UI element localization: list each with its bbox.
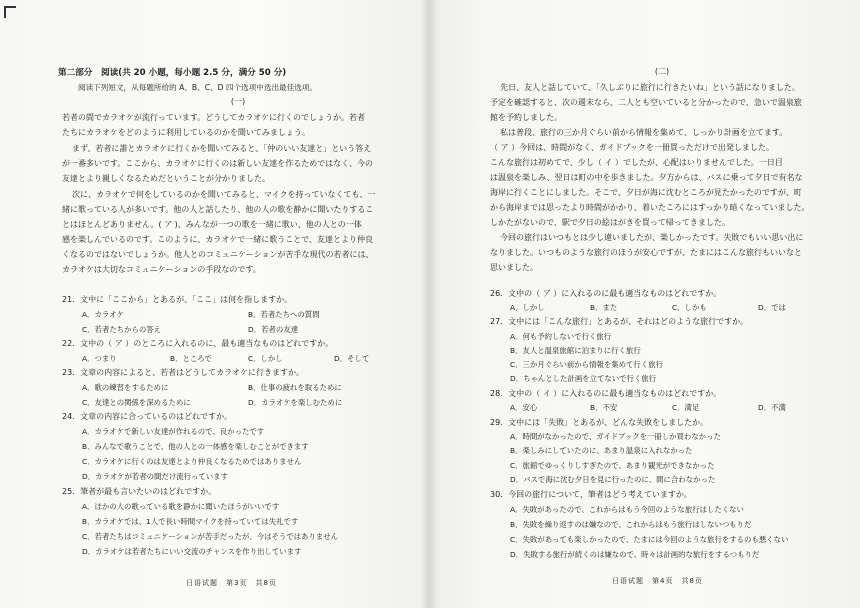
passage-line: カラオケは大切なコミュニケーションの手段なのです。 bbox=[62, 265, 261, 274]
passage-label: (二) bbox=[654, 67, 670, 76]
option-26c: C．しかも bbox=[672, 303, 707, 312]
option-26d: D．では bbox=[758, 303, 786, 312]
passage-line: 友達とより親しくなるためだということが分かりました。 bbox=[62, 174, 270, 183]
section-instruction: 阅读下列短文，从每题所给的 A、B、C、D 四个选项中选出最佳选项。 bbox=[78, 83, 318, 92]
passage-line: 緒に歌っている人が多いです。他の人と話したり、他の人の歌を静かに聞いたりするこ bbox=[62, 205, 374, 214]
passage-line: しかたがないので、駅で夕日の絵はがきを買って帰ってきました。 bbox=[490, 218, 730, 227]
option-22c: C．しかし bbox=[248, 354, 283, 363]
option-27c: C．三か月ぐらい前から情報を集めて行く旅行 bbox=[510, 360, 663, 369]
option-21d: D．若者の友達 bbox=[248, 325, 299, 334]
passage-line: 次に、カラオケで何をしているのかを聞いてみると、マイクを持っていなくても、一 bbox=[72, 190, 376, 199]
passage-line: 予定を確認すると、次の週末なら、二人とも空いていると分かったので、急いで温泉旅 bbox=[490, 98, 802, 107]
passage-line: くなるのではないでしょうか。他人とのコミュニケーションが苦手な現代の若者には、 bbox=[62, 250, 374, 259]
option-29b: B．楽しみにしていたのに、あまり温泉に入れなかった bbox=[510, 446, 693, 455]
option-24c: C．カラオケに行くのは友達とより仲良くなるためではありません bbox=[82, 457, 302, 466]
option-28b: B．不安 bbox=[590, 403, 618, 412]
section-title: 第二部分 阅读(共 20 小题，每小题 2.5 分，满分 50 分) bbox=[58, 68, 287, 78]
question-27: 27．文中には「こんな旅行」とあるが、それはどのような旅行ですか。 bbox=[490, 317, 749, 326]
passage-line: 館を予約しました。 bbox=[490, 113, 562, 122]
option-30d: D．失敗する旅行が続くのは嫌なので、時々は計画的な旅行をするつもりだ bbox=[510, 550, 760, 559]
option-23b: B．仕事の疲れを取るために bbox=[248, 383, 342, 392]
option-30a: A．失敗があったので、これからはもう今回のような旅行はしたくない bbox=[510, 505, 744, 514]
option-22d: D．そして bbox=[334, 354, 370, 363]
passage-label: (一) bbox=[230, 97, 246, 106]
option-24d: D．カラオケが若者の間だけ流行っています bbox=[82, 472, 228, 481]
option-25a: A．ほかの人の歌っている歌を静かに聞いたほうがいいです bbox=[82, 502, 280, 511]
option-24a: A．カラオケで新しい友達が作れるので、良かったです bbox=[82, 427, 265, 436]
option-29d: D．バスで海に沈む夕日を見に行ったのに、間に合わなかった bbox=[510, 475, 716, 484]
page-footer: 日语试题 第4页 共8页 bbox=[612, 577, 703, 585]
option-25b: B．カラオケでは、1人で長い時間マイクを持っていては失礼です bbox=[82, 517, 299, 526]
option-30b: B．失敗を繰り返すのは嫌なので、これからはもう旅行はしないつもりだ bbox=[510, 520, 752, 529]
question-28: 28．文中の（ イ ）に入れるのに最も適当なものはどれですか。 bbox=[490, 389, 722, 398]
question-23: 23．文章の内容によると、若者はどうしてカラオケに行きますか。 bbox=[62, 368, 305, 377]
passage-line: 私は普段、旅行の三か月ぐらい前から情報を集めて、しっかり計画を立てます。 bbox=[500, 128, 788, 137]
passage-line: 若者の間でカラオケが流行っています。どうしてカラオケに行くのでしょうか。若者 bbox=[62, 113, 366, 122]
passage-line: 海岸に行くことにしました。そこで、夕日が海に沈むところが見たかったのですが、町 bbox=[490, 188, 802, 197]
option-28d: D．不満 bbox=[758, 403, 786, 412]
passage-line: 思いました。 bbox=[490, 263, 538, 272]
question-29: 29．文中には「失敗」とあるが、どんな失敗をしましたか。 bbox=[490, 418, 709, 427]
option-27b: B．友人と温泉旅館に泊まりに行く旅行 bbox=[510, 346, 641, 355]
passage-line: 先日、友人と話していて、「久しぶりに旅行に行きたいね」という話になりました。 bbox=[500, 83, 800, 92]
book-spine-shadow bbox=[420, 0, 438, 608]
option-28a: A．安心 bbox=[510, 403, 538, 412]
passage-line: 今回の旅行はいつもとは少し違いましたが、楽しかったです。失敗でもいい思い出に bbox=[500, 233, 804, 242]
passage-line: から海岸までは思ったより時間がかかり、着いたころにはすっかり暗くなっていました。 bbox=[490, 203, 810, 212]
option-24b: B．みんなで歌うことで、他の人との一体感を楽しむことができます bbox=[82, 442, 309, 451]
passage-line: なりました。いつものような旅行のほうが安心ですが、たまにはこんな旅行もいいなと bbox=[490, 248, 802, 257]
passage-line: が一番多いです。ここから、カラオケに行くのは新しい友達を作るためではなく、今の bbox=[62, 159, 374, 168]
page-3 bbox=[58, 0, 414, 608]
option-22b: B．ところで bbox=[170, 354, 212, 363]
question-21: 21．文中に「ここから」とあるが、「ここ」は何を指しますか。 bbox=[62, 295, 293, 304]
option-28c: C．満足 bbox=[672, 403, 700, 412]
option-30c: C．失敗があっても楽しかったので、たまには今回のような旅行をするのも悪くない bbox=[510, 535, 789, 544]
option-26a: A．しかし bbox=[510, 303, 545, 312]
option-23a: A．歌の練習をするために bbox=[82, 383, 169, 392]
passage-line: まず、若者に誰とカラオケに行くかを聞いてみると、「仲のいい友達と」という答え bbox=[72, 144, 372, 153]
question-22: 22．文中の（ ア ）のところに入れるのに、最も適当なものはどれですか。 bbox=[62, 339, 334, 348]
option-23c: C．友達との関係を深めるために bbox=[82, 398, 191, 407]
option-29c: C．旅館でゆっくりしすぎたので、あまり観光ができなかった bbox=[510, 461, 715, 470]
passage-line: 感を楽しんでいるのです。このように、カラオケで一緒に歌うことで、友達とより仲良 bbox=[62, 235, 374, 244]
option-29a: A．時間がなかったので、ガイドブックを一冊しか買わなかった bbox=[510, 432, 721, 441]
question-30: 30．今回の旅行について、筆者はどう考えていますか。 bbox=[490, 490, 692, 499]
passage-line: とはほとんどありません。( ア )、みんなが一つの歌を一緒に歌い、他の人との一体 bbox=[62, 220, 362, 229]
option-25c: C．若者たちはコミュニケーションが苦手だったが、今はそうではありません bbox=[82, 532, 339, 541]
page-4 bbox=[490, 0, 834, 608]
option-27a: A．何も予約しないで行く旅行 bbox=[510, 332, 612, 341]
question-25: 25．筆者が最も言いたいのはどれですか。 bbox=[62, 487, 217, 496]
option-21c: C．若者たちからの答え bbox=[82, 325, 162, 334]
option-21b: B．若者たちへの質問 bbox=[248, 310, 320, 319]
option-21a: A．カラオケ bbox=[82, 310, 124, 319]
question-24: 24．文章の内容に合っているのはどれですか。 bbox=[62, 412, 233, 421]
passage-line: は温泉を楽しみ、翌日は町の中を歩きました。夕方からは、バスに乗って夕日で有名な bbox=[490, 173, 803, 182]
passage-line: こんな旅行は初めてで、少し（ イ ）でしたが、心配はいりませんでした。一日目 bbox=[490, 158, 783, 167]
option-26b: B．また bbox=[590, 303, 618, 312]
passage-line: たちにカラオケをどのように利用しているのかを聞いてみましょう。 bbox=[62, 128, 310, 137]
option-23d: D．カラオケを楽しむために bbox=[248, 398, 343, 407]
page-footer: 日语试题 第3页 共8页 bbox=[186, 579, 277, 587]
passage-line: （ ア ）今回は、時間がなく、ガイドブックを一冊買っただけで出発しました。 bbox=[490, 143, 774, 152]
question-26: 26．文中の（ ア ）に入れるのに最も適当なものはどれですか。 bbox=[490, 289, 722, 298]
option-25d: D．カラオケは若者たちにいい交流のチャンスを作り出しています bbox=[82, 547, 302, 556]
option-27d: D．ちゃんとした計画を立てないで行く旅行 bbox=[510, 374, 657, 383]
option-22a: A．つまり bbox=[82, 354, 117, 363]
scan-corner-mark bbox=[4, 6, 16, 18]
